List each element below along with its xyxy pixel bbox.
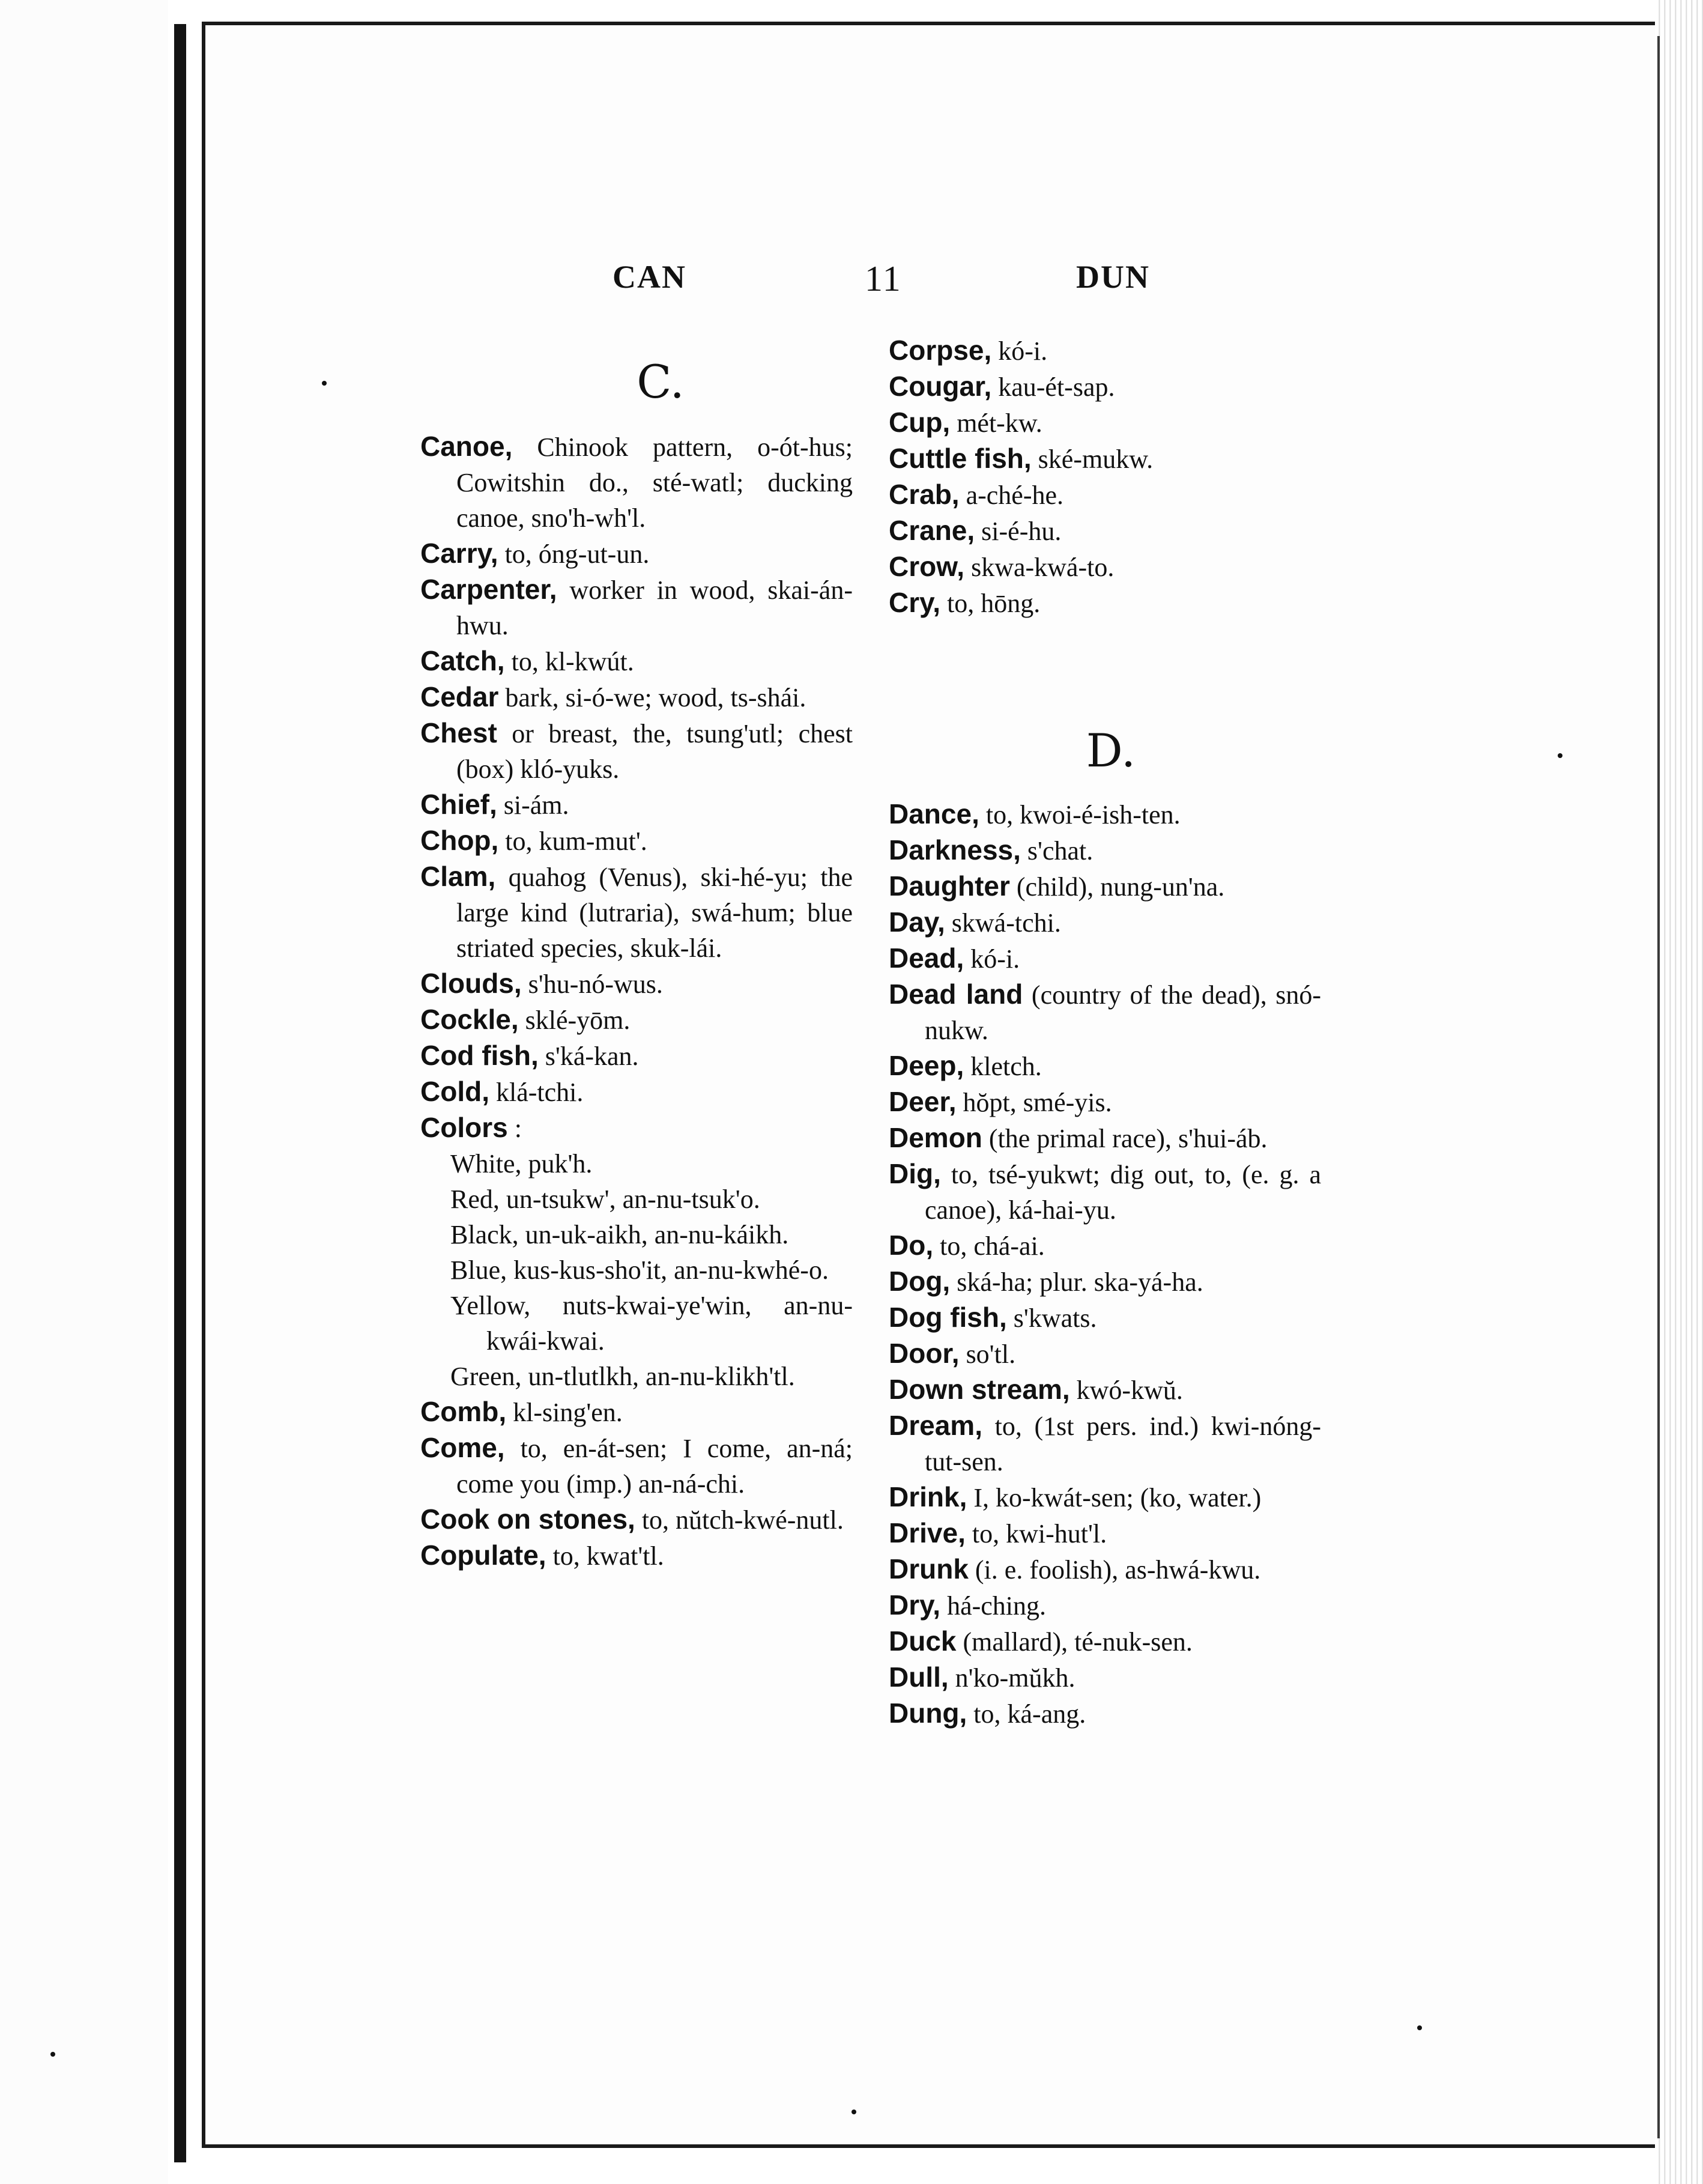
entry-headword: Chief, xyxy=(420,789,497,820)
section-c-continued xyxy=(889,333,1321,621)
entry-headword: Corpse, xyxy=(889,335,992,366)
dictionary-entry xyxy=(889,796,1321,833)
entry-definition: to, tsé-yukwt; dig out, to, (e. g. a canoe), ká-hai-yu. xyxy=(925,1160,1321,1225)
running-head-right: DUN xyxy=(1076,259,1150,295)
dictionary-entry xyxy=(889,1300,1321,1336)
dictionary-entry xyxy=(889,405,1321,441)
entry-headword: Dry, xyxy=(889,1589,941,1621)
dictionary-entry xyxy=(420,859,853,966)
entry-definition: bark, si-ó-we; wood, ts-shái. xyxy=(498,683,806,712)
entry-definition: to, en-át-sen; I come, an-ná; come you (imp.) an-ná-chi. xyxy=(456,1434,853,1499)
dictionary-entry xyxy=(889,1515,1321,1552)
entry-headword: Dog, xyxy=(889,1266,951,1297)
entry-definition: kó-i. xyxy=(964,944,1020,974)
entry-headword: Door, xyxy=(889,1338,960,1369)
page-edge-line xyxy=(1657,36,1660,2138)
dictionary-entry xyxy=(420,679,853,715)
entry-definition: kwó-kwŭ. xyxy=(1069,1376,1183,1405)
dictionary-entry xyxy=(889,977,1321,1048)
color-subentry: White, puk'h. xyxy=(450,1149,593,1178)
dictionary-entry xyxy=(420,966,853,1002)
dictionary-entry xyxy=(889,1696,1321,1732)
entry-definition: to, ká-ang. xyxy=(967,1699,1086,1729)
entry-headword: Clouds, xyxy=(420,968,522,999)
dictionary-entry xyxy=(889,1264,1321,1300)
entry-headword: Duck xyxy=(889,1625,957,1657)
dictionary-entry xyxy=(889,1552,1321,1588)
entry-definition: quahog (Venus), ski-hé-yu; the large kind (lutraria), swá-hum; blue striated species, skuk-lái. xyxy=(456,863,853,963)
entry-headword: Dream, xyxy=(889,1410,982,1441)
entry-headword: Dog fish, xyxy=(889,1302,1007,1333)
dictionary-entry xyxy=(420,1074,853,1110)
dictionary-entry xyxy=(889,1156,1321,1228)
entry-definition: to, (1st pers. ind.) kwi-nóng-tut-sen. xyxy=(925,1412,1321,1476)
dictionary-entry xyxy=(889,1372,1321,1408)
dictionary-entry xyxy=(420,787,853,823)
dictionary-entry xyxy=(889,1588,1321,1624)
speck xyxy=(322,381,327,386)
color-subentry: Black, un-uk-aikh, an-nu-káikh. xyxy=(450,1220,789,1249)
entry-definition: Chinook pattern, o-ót-hus; Cowitshin do., sté-watl; ducking canoe, sno'h-wh'l. xyxy=(456,432,853,533)
entry-definition: to, hōng. xyxy=(940,589,1041,618)
entry-headword: Down stream, xyxy=(889,1374,1070,1405)
section-c-entries-after xyxy=(420,1394,853,1574)
color-subentry: Red, un-tsukw', an-nu-tsuk'o. xyxy=(450,1185,760,1214)
dictionary-entry xyxy=(889,1408,1321,1479)
entry-headword: Clam, xyxy=(420,861,496,892)
entry-headword: Cuttle fish, xyxy=(889,443,1032,474)
section-letter-d: D. xyxy=(1086,724,1136,777)
dictionary-entry xyxy=(420,1038,853,1074)
entry-definition: si-é-hu. xyxy=(975,517,1062,546)
dictionary-entry xyxy=(420,823,853,859)
color-subentries xyxy=(420,1146,853,1394)
entry-headword: Carpenter, xyxy=(420,574,557,605)
dictionary-entry xyxy=(420,1110,853,1146)
entry-headword: Cry, xyxy=(889,587,941,618)
entry-definition: há-ching. xyxy=(940,1591,1047,1621)
entry-definition: : xyxy=(507,1114,522,1143)
entry-headword: Crane, xyxy=(889,515,975,546)
entry-headword: Chop, xyxy=(420,825,499,856)
dictionary-entry xyxy=(889,869,1321,905)
entry-headword: Drink, xyxy=(889,1481,967,1512)
entry-definition: to, kwat'tl. xyxy=(546,1541,664,1571)
entry-definition: hŏpt, smé-yis. xyxy=(956,1088,1112,1117)
dictionary-entry xyxy=(889,1336,1321,1372)
dictionary-entry xyxy=(889,477,1321,513)
entry-headword: Crab, xyxy=(889,479,960,510)
book-spine xyxy=(174,24,186,2162)
entry-headword: Dull, xyxy=(889,1661,949,1693)
dictionary-entry xyxy=(420,1502,853,1538)
dictionary-entry xyxy=(889,333,1321,369)
entry-definition: kletch. xyxy=(964,1052,1042,1081)
entry-headword: Dead land xyxy=(889,978,1023,1010)
entry-headword: Cook on stones, xyxy=(420,1503,635,1535)
entry-definition: ská-ha; plur. ska-yá-ha. xyxy=(950,1267,1203,1297)
entry-definition: to, kwoi-é-ish-ten. xyxy=(979,800,1181,830)
entry-headword: Deep, xyxy=(889,1050,964,1081)
dictionary-entry xyxy=(889,1660,1321,1696)
color-subentry: Yellow, nuts-kwai-ye'win, an-nu-kwái-kwai. xyxy=(450,1291,853,1356)
page-edges xyxy=(1655,0,1703,2184)
color-subentry: Blue, kus-kus-sho'it, an-nu-kwhé-o. xyxy=(450,1255,829,1285)
dictionary-entry xyxy=(889,941,1321,977)
speck xyxy=(1417,2025,1422,2030)
entry-headword: Comb, xyxy=(420,1396,507,1427)
entry-definition: sklé-yōm. xyxy=(518,1006,631,1035)
facing-page xyxy=(0,0,168,2184)
right-column-top xyxy=(889,333,1321,621)
entry-headword: Crow, xyxy=(889,551,965,582)
entry-definition: skwa-kwá-to. xyxy=(964,553,1115,582)
entry-definition: to, óng-ut-un. xyxy=(498,539,650,569)
entry-headword: Drive, xyxy=(889,1517,966,1549)
dictionary-entry xyxy=(889,1084,1321,1120)
entry-headword: Do, xyxy=(889,1230,934,1261)
entry-headword: Copulate, xyxy=(420,1539,546,1571)
dictionary-entry xyxy=(889,1624,1321,1660)
entry-headword: Daughter xyxy=(889,870,1010,902)
entry-headword: Cup, xyxy=(889,407,951,438)
entry-definition: a-ché-he. xyxy=(959,481,1064,510)
dictionary-entry xyxy=(889,833,1321,869)
entry-headword: Cod fish, xyxy=(420,1040,539,1071)
entry-definition: kl-sing'en. xyxy=(506,1398,623,1427)
entry-definition: (country of the dead), snó-nukw. xyxy=(925,980,1322,1045)
entry-definition: so'tl. xyxy=(959,1339,1016,1369)
entry-headword: Demon xyxy=(889,1122,982,1153)
entry-definition: kó-i. xyxy=(991,336,1048,366)
running-head-left: CAN xyxy=(613,259,686,295)
page-number: 11 xyxy=(865,259,902,299)
entry-headword: Cockle, xyxy=(420,1004,519,1035)
dictionary-entry xyxy=(889,513,1321,549)
entry-headword: Cougar, xyxy=(889,371,992,402)
entry-definition: s'kwats. xyxy=(1006,1303,1097,1333)
speck xyxy=(852,2110,856,2114)
entry-definition: s'chat. xyxy=(1020,836,1093,866)
dictionary-entry xyxy=(889,1120,1321,1156)
entry-headword: Dead, xyxy=(889,942,964,974)
entry-definition: or breast, the, tsung'utl; chest (box) kló-yuks. xyxy=(456,719,853,784)
entry-definition: skwá-tchi. xyxy=(945,908,1061,938)
dictionary-entry xyxy=(889,441,1321,477)
right-column-d xyxy=(889,796,1321,1732)
entry-definition: worker in wood, skai-án-hwu. xyxy=(456,575,853,640)
dictionary-entry xyxy=(889,1479,1321,1515)
dictionary-entry xyxy=(889,905,1321,941)
entry-definition: mét-kw. xyxy=(950,408,1042,438)
dictionary-entry xyxy=(420,1394,853,1430)
color-subentry: Green, un-tlutlkh, an-nu-klikh'tl. xyxy=(450,1362,795,1391)
entry-definition: (i. e. foolish), as-hwá-kwu. xyxy=(968,1555,1261,1585)
entry-headword: Catch, xyxy=(420,645,505,676)
entry-headword: Canoe, xyxy=(420,431,513,462)
entry-definition: si-ám. xyxy=(497,790,569,820)
entry-headword: Drunk xyxy=(889,1553,969,1585)
entry-definition: to, chá-ai. xyxy=(933,1231,1045,1261)
entry-definition: to, kwi-hut'l. xyxy=(965,1519,1107,1549)
dictionary-entry xyxy=(420,1538,853,1574)
entry-headword: Darkness, xyxy=(889,834,1021,866)
section-c-entries xyxy=(420,429,853,1146)
dictionary-entry xyxy=(420,1430,853,1502)
entry-headword: Colors xyxy=(420,1112,508,1143)
dictionary-entry xyxy=(420,1002,853,1038)
dictionary-entry xyxy=(420,429,853,536)
dictionary-entry xyxy=(420,536,853,572)
entry-definition: to, kum-mut'. xyxy=(498,827,647,856)
dictionary-entry xyxy=(889,1048,1321,1084)
entry-headword: Chest xyxy=(420,717,497,748)
entry-definition: to, nŭtch-kwé-nutl. xyxy=(635,1505,844,1535)
speck xyxy=(50,2052,55,2057)
entry-headword: Carry, xyxy=(420,538,498,569)
entry-definition: s'ká-kan. xyxy=(538,1042,639,1071)
speck xyxy=(1558,753,1562,758)
entry-headword: Dance, xyxy=(889,798,979,830)
entry-definition: (mallard), té-nuk-sen. xyxy=(956,1627,1193,1657)
entry-headword: Come, xyxy=(420,1432,505,1463)
entry-definition: klá-tchi. xyxy=(489,1078,584,1107)
entry-headword: Dung, xyxy=(889,1697,967,1729)
entry-headword: Cold, xyxy=(420,1076,489,1107)
dictionary-entry xyxy=(889,369,1321,405)
entry-definition: I, ko-kwát-sen; (ko, water.) xyxy=(967,1483,1262,1512)
entry-definition: kau-ét-sap. xyxy=(991,372,1115,402)
entry-headword: Day, xyxy=(889,906,945,938)
dictionary-entry xyxy=(420,643,853,679)
section-letter-c: C. xyxy=(637,355,685,408)
entry-definition: (child), nung-un'na. xyxy=(1009,872,1225,902)
entry-definition: to, kl-kwút. xyxy=(504,647,634,676)
entry-definition: s'hu-nó-wus. xyxy=(521,969,663,999)
dictionary-entry xyxy=(420,715,853,787)
dictionary-entry xyxy=(889,585,1321,621)
entry-headword: Dig, xyxy=(889,1158,941,1189)
entry-definition: (the primal race), s'hui-áb. xyxy=(982,1124,1268,1153)
entry-definition: ské-mukw. xyxy=(1031,444,1154,474)
dictionary-entry xyxy=(889,549,1321,585)
left-column xyxy=(420,429,853,1574)
entry-definition: n'ko-mŭkh. xyxy=(948,1663,1075,1693)
entry-headword: Deer, xyxy=(889,1086,957,1117)
entry-headword: Cedar xyxy=(420,681,499,712)
dictionary-entry xyxy=(420,572,853,643)
dictionary-entry xyxy=(889,1228,1321,1264)
section-d-entries xyxy=(889,796,1321,1732)
